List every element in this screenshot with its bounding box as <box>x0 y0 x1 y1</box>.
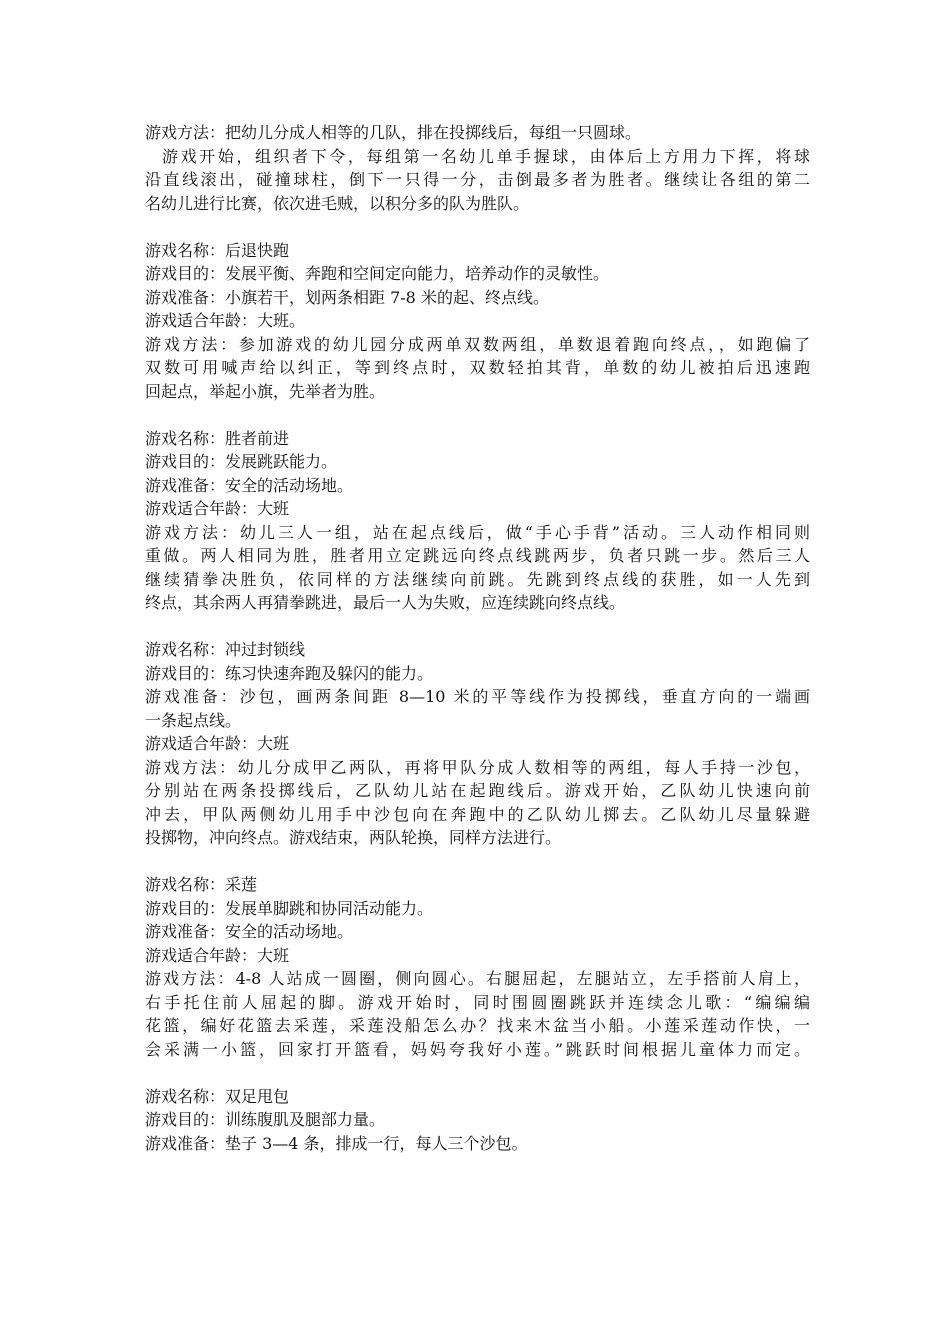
game-method-line: 冲去，甲队两侧幼儿用手中沙包向在奔跑中的乙队幼儿掷去。乙队幼儿尽量躲避 <box>145 804 810 824</box>
game-goal: 游戏目的：练习快速奔跑及躲闪的能力。 <box>145 663 434 683</box>
game-prep: 游戏准备：安全的活动场地。 <box>145 475 354 495</box>
game-method-line: 游戏方法：幼儿分成甲乙两队，再将甲队分成人数相等的两组，每人手持一沙包， <box>145 757 810 777</box>
game-method-line: 双数可用喊声给以纠正，等到终点时，双数轻拍其背，单数的幼儿被拍后迅速跑 <box>145 358 810 377</box>
game-method-line: 终点，其余两人再猜拳跳进，最后一人为失败，应连续跳向终点线。 <box>145 593 626 612</box>
game-section-backward-run <box>145 239 810 404</box>
game-method-line: 右手托住前人屈起的脚。游戏开始时，同时围圆圈跳跃并连续念儿歌：“编编编 <box>145 992 810 1012</box>
blank-line <box>145 215 810 239</box>
game-prep: 游戏准备：小旗若干，划两条相距 7-8 米的起、终点线。 <box>145 287 549 307</box>
game-method-line: 回起点，举起小旗，先举者为胜。 <box>145 381 386 401</box>
game-method-line: 游戏方法：参加游戏的幼儿园分成两单双数两组，单数退着跑向终点，，如跑偏了 <box>145 334 810 354</box>
game-section-break-blockade <box>145 638 810 850</box>
document-page <box>145 121 810 1155</box>
game-method-line: 重做。两人相同为胜，胜者用立定跳远向终点线跳两步，负者只跳一步。然后三人 <box>145 546 810 565</box>
game-name: 游戏名称：采莲 <box>145 875 258 894</box>
game-method-line: 游戏方法：4-8 人站成一圆圈，侧向圆心。右腿屈起，左腿站立，左手搭前人肩上， <box>145 969 810 988</box>
game-method-line: 继续猜拳决胜负，依同样的方法继续向前跳。先跳到终点线的获胜，如一人先到 <box>145 569 810 589</box>
game-age: 游戏适合年龄：大班 <box>145 734 290 753</box>
game-method-line: 花篮，编好花篮去采莲，采莲没船怎么办？找来木盆当小船。小莲采莲动作快，一 <box>145 1016 810 1035</box>
game-prep: 游戏准备：安全的活动场地。 <box>145 922 354 941</box>
game-goal: 游戏目的：训练腹肌及腿部力量。 <box>145 1110 386 1129</box>
blank-line <box>145 615 810 639</box>
game-name: 游戏名称：双足甩包 <box>145 1086 290 1106</box>
game-goal: 游戏目的：发展单脚跳和协同活动能力。 <box>145 898 434 918</box>
game-age: 游戏适合年龄：大班。 <box>145 311 306 330</box>
game-section-feet-toss <box>145 1085 810 1156</box>
game-name: 游戏名称：胜者前进 <box>145 428 290 448</box>
game-age: 游戏适合年龄：大班 <box>145 945 290 965</box>
intro-paragraph-line: 沿直线滚出，碰撞球柱，倒下一只得一分，击倒最多者为胜者。继续让各组的第二 <box>145 170 810 189</box>
game-method-line: 分别站在两条投掷线后，乙队幼儿站在起跑线后。游戏开始，乙队幼儿快速向前 <box>145 781 810 800</box>
game-name: 游戏名称：冲过封锁线 <box>145 640 306 659</box>
intro-section <box>145 121 810 215</box>
game-age: 游戏适合年龄：大班 <box>145 499 290 518</box>
game-name: 游戏名称：后退快跑 <box>145 240 290 260</box>
game-prep: 游戏准备：垫子 3—4 条，排成一行，每人三个沙包。 <box>145 1133 528 1153</box>
intro-paragraph-line: 游戏开始，组织者下令，每组第一名幼儿单手握球，由体后上方用力下挥，将球 <box>162 146 810 166</box>
intro-method-line: 游戏方法：把幼儿分成人相等的几队，排在投掷线后，每组一只圆球。 <box>145 123 642 142</box>
game-prep: 一条起点线。 <box>145 710 242 730</box>
game-section-winner-advance <box>145 427 810 615</box>
blank-line <box>145 1061 810 1085</box>
game-prep: 游戏准备：沙包，画两条间距 8—10 米的平等线作为投掷线，垂直方向的一端画 <box>145 687 810 706</box>
game-method-line: 游戏方法：幼儿三人一组，站在起点线后，做“手心手背”活动。三人动作相同则 <box>145 522 810 542</box>
game-goal: 游戏目的：发展平衡、奔跑和空间定向能力，培养动作的灵敏性。 <box>145 264 610 283</box>
game-method-line: 会采满一小篮，回家打开篮看，妈妈夸我好小莲。”跳跃时间根据儿童体力而定。 <box>145 1039 810 1059</box>
blank-line <box>145 850 810 874</box>
game-method-line: 投掷物，冲向终点。游戏结束，两队轮换，同样方法进行。 <box>145 828 562 847</box>
intro-paragraph-line: 名幼儿进行比赛，依次进毛贼，以积分多的队为胜队。 <box>145 193 530 213</box>
game-section-lotus-picking <box>145 873 810 1061</box>
blank-line <box>145 403 810 427</box>
game-goal: 游戏目的：发展跳跃能力。 <box>145 452 338 471</box>
